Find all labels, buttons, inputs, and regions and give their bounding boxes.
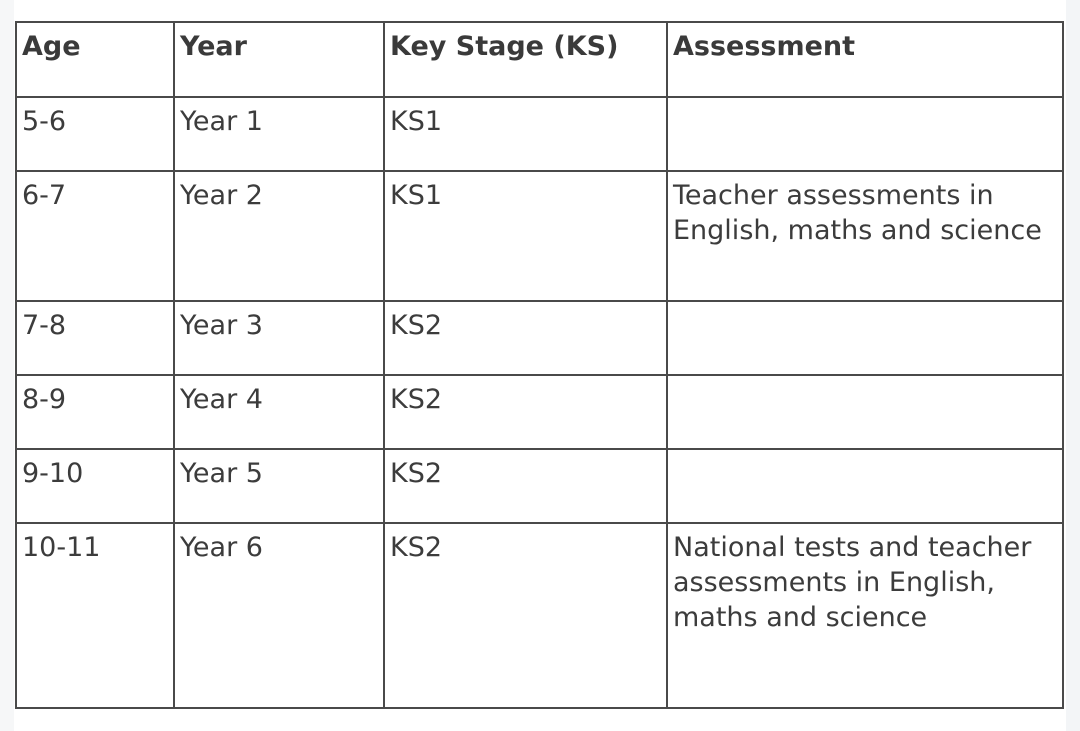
- cell-key-stage: KS2: [384, 301, 667, 375]
- header-age: Age: [16, 22, 174, 97]
- cell-assessment: [667, 301, 1063, 375]
- cell-age: 7-8: [16, 301, 174, 375]
- cell-age: 10-11: [16, 523, 174, 708]
- table-row: [16, 171, 1063, 301]
- cell-assessment: [667, 449, 1063, 523]
- key-stage-table: [15, 21, 1064, 709]
- table-header-row: [16, 22, 1063, 97]
- cell-year: Year 6: [174, 523, 384, 708]
- header-year: Year: [174, 22, 384, 97]
- cell-year: Year 2: [174, 171, 384, 301]
- table-row: [16, 375, 1063, 449]
- cell-key-stage: KS2: [384, 523, 667, 708]
- cell-key-stage: KS2: [384, 449, 667, 523]
- table-row: [16, 97, 1063, 171]
- table-row: [16, 449, 1063, 523]
- cell-age: 9-10: [16, 449, 174, 523]
- cell-age: 8-9: [16, 375, 174, 449]
- cell-year: Year 3: [174, 301, 384, 375]
- cell-year: Year 1: [174, 97, 384, 171]
- table-row: [16, 301, 1063, 375]
- cell-key-stage: KS1: [384, 97, 667, 171]
- cell-assessment: Teacher assessments in English, maths and science: [667, 171, 1063, 301]
- right-margin: [1066, 0, 1080, 731]
- table-row: [16, 523, 1063, 708]
- cell-year: Year 5: [174, 449, 384, 523]
- cell-key-stage: KS1: [384, 171, 667, 301]
- cell-assessment: [667, 97, 1063, 171]
- left-margin: [0, 0, 14, 731]
- header-assessment: Assessment: [667, 22, 1063, 97]
- header-key-stage: Key Stage (KS): [384, 22, 667, 97]
- cell-age: 6-7: [16, 171, 174, 301]
- cell-key-stage: KS2: [384, 375, 667, 449]
- cell-year: Year 4: [174, 375, 384, 449]
- cell-age: 5-6: [16, 97, 174, 171]
- cell-assessment: [667, 375, 1063, 449]
- cell-assessment: National tests and teacher assessments in English, maths and science: [667, 523, 1063, 708]
